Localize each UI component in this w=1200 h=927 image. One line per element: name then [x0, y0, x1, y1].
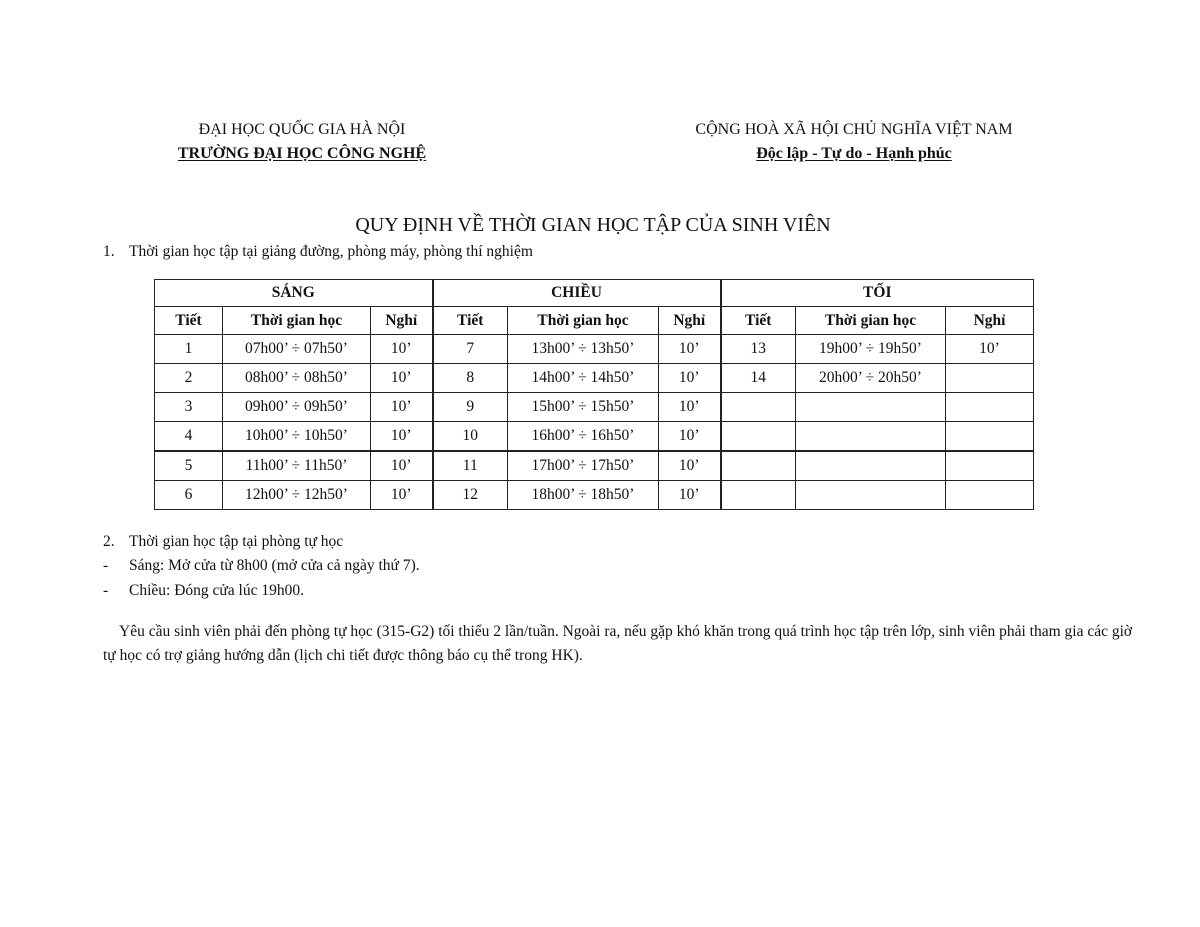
table-row: [155, 481, 1034, 510]
table-cell: 6: [155, 481, 223, 510]
table-cell: [946, 422, 1034, 452]
table-cell: [721, 393, 796, 422]
table-cell: 5: [155, 451, 223, 481]
col-header-break: Nghỉ: [659, 307, 721, 335]
school-name-text: TRƯỜNG ĐẠI HỌC CÔNG NGHỆ: [177, 145, 427, 162]
table-cell: 07h00’ ÷ 07h50’: [223, 335, 371, 364]
table-cell: [946, 481, 1034, 510]
table-cell: 10’: [659, 393, 721, 422]
schedule-table: [154, 279, 1034, 510]
table-row: [155, 335, 1034, 364]
bullet-item: [103, 557, 420, 575]
table-cell: 2: [155, 364, 223, 393]
table-cell: 1: [155, 335, 223, 364]
table-cell: [796, 393, 946, 422]
table-cell: [721, 451, 796, 481]
table-cell: 17h00’ ÷ 17h50’: [508, 451, 659, 481]
table-cell: 10’: [659, 451, 721, 481]
document-title: QUY ĐỊNH VỀ THỜI GIAN HỌC TẬP CỦA SINH VIÊN: [355, 214, 831, 236]
table-cell: [946, 451, 1034, 481]
table-cell: 12: [433, 481, 508, 510]
col-header-period: Tiết: [721, 307, 796, 335]
table-cell: 10’: [371, 451, 433, 481]
table-row: [155, 393, 1034, 422]
table-cell: 10’: [371, 481, 433, 510]
table-cell: 10’: [371, 422, 433, 452]
table-cell: 20h00’ ÷ 20h50’: [796, 364, 946, 393]
requirements-paragraph: Yêu cầu sinh viên phải đến phòng tự học (315-G2) tối thiểu 2 lần/tuần. Ngoài ra, nếu gặp khó khăn trong quá trình học tập trên lớp, sinh viên phải tham gia các giờ tự học có trợ giảng hướng dẫn (lịch chi tiết được thông báo cụ thể trong HK).: [103, 623, 1133, 664]
col-header-period: Tiết: [433, 307, 508, 335]
table-cell: 10’: [371, 335, 433, 364]
table-cell: 11h00’ ÷ 11h50’: [223, 451, 371, 481]
country-name: CỘNG HOÀ XÃ HỘI CHỦ NGHĨA VIỆT NAM: [695, 121, 1013, 138]
table-cell: [796, 422, 946, 452]
bullet-dash: -: [103, 582, 109, 599]
table-cell: 09h00’ ÷ 09h50’: [223, 393, 371, 422]
col-header-time: Thời gian học: [796, 307, 946, 335]
table-cell: 8: [433, 364, 508, 393]
table-cell: 10’: [659, 364, 721, 393]
table-cell: 13: [721, 335, 796, 364]
table-cell: 13h00’ ÷ 13h50’: [508, 335, 659, 364]
group-header-row: [155, 280, 1034, 307]
national-motto: [604, 145, 1104, 163]
table-cell: 19h00’ ÷ 19h50’: [796, 335, 946, 364]
group-morning: SÁNG: [155, 280, 433, 307]
group-evening: TỐI: [721, 280, 1034, 307]
table-cell: 14h00’ ÷ 14h50’: [508, 364, 659, 393]
table-cell: 11: [433, 451, 508, 481]
col-header-time: Thời gian học: [223, 307, 371, 335]
bullet-item: [103, 582, 304, 600]
section-2-number: 2.: [103, 533, 115, 550]
table-cell: 10’: [371, 364, 433, 393]
table-row: [155, 451, 1034, 481]
table-cell: 10’: [946, 335, 1034, 364]
school-name: [0, 145, 604, 163]
table-cell: 12h00’ ÷ 12h50’: [223, 481, 371, 510]
table-cell: 9: [433, 393, 508, 422]
national-motto-text: Độc lập - Tự do - Hạnh phúc: [756, 145, 952, 162]
table-cell: 15h00’ ÷ 15h50’: [508, 393, 659, 422]
table-cell: 10’: [371, 393, 433, 422]
table-cell: 16h00’ ÷ 16h50’: [508, 422, 659, 452]
col-header-break: Nghỉ: [371, 307, 433, 335]
table-cell: 7: [433, 335, 508, 364]
table-cell: 10’: [659, 481, 721, 510]
university-name: ĐẠI HỌC QUỐC GIA HÀ NỘI: [198, 121, 406, 138]
table-cell: 10h00’ ÷ 10h50’: [223, 422, 371, 452]
section-1-text: Thời gian học tập tại giảng đường, phòng máy, phòng thí nghiệm: [129, 243, 533, 260]
section-1-number: 1.: [103, 243, 115, 260]
table-cell: [796, 481, 946, 510]
section-1-heading: [103, 243, 533, 261]
col-header-time: Thời gian học: [508, 307, 659, 335]
table-cell: 10: [433, 422, 508, 452]
table-cell: 10’: [659, 422, 721, 452]
col-header-break: Nghỉ: [946, 307, 1034, 335]
bullet-text: Chiều: Đóng cửa lúc 19h00.: [129, 582, 304, 599]
table-cell: [796, 451, 946, 481]
bullet-text: Sáng: Mở cửa từ 8h00 (mở cửa cả ngày thứ 7).: [129, 557, 420, 574]
table-cell: [721, 481, 796, 510]
section-2-text: Thời gian học tập tại phòng tự học: [129, 533, 344, 550]
table-cell: [721, 422, 796, 452]
table-row: [155, 364, 1034, 393]
table-cell: [946, 364, 1034, 393]
table-cell: 08h00’ ÷ 08h50’: [223, 364, 371, 393]
col-header-period: Tiết: [155, 307, 223, 335]
table-cell: 14: [721, 364, 796, 393]
table-cell: 18h00’ ÷ 18h50’: [508, 481, 659, 510]
group-afternoon: CHIỀU: [433, 280, 721, 307]
table-cell: [946, 393, 1034, 422]
bullet-dash: -: [103, 557, 109, 574]
table-cell: 10’: [659, 335, 721, 364]
table-row: [155, 422, 1034, 452]
column-header-row: [155, 307, 1034, 335]
table-cell: 4: [155, 422, 223, 452]
table-cell: 3: [155, 393, 223, 422]
section-2-heading: [103, 533, 343, 551]
